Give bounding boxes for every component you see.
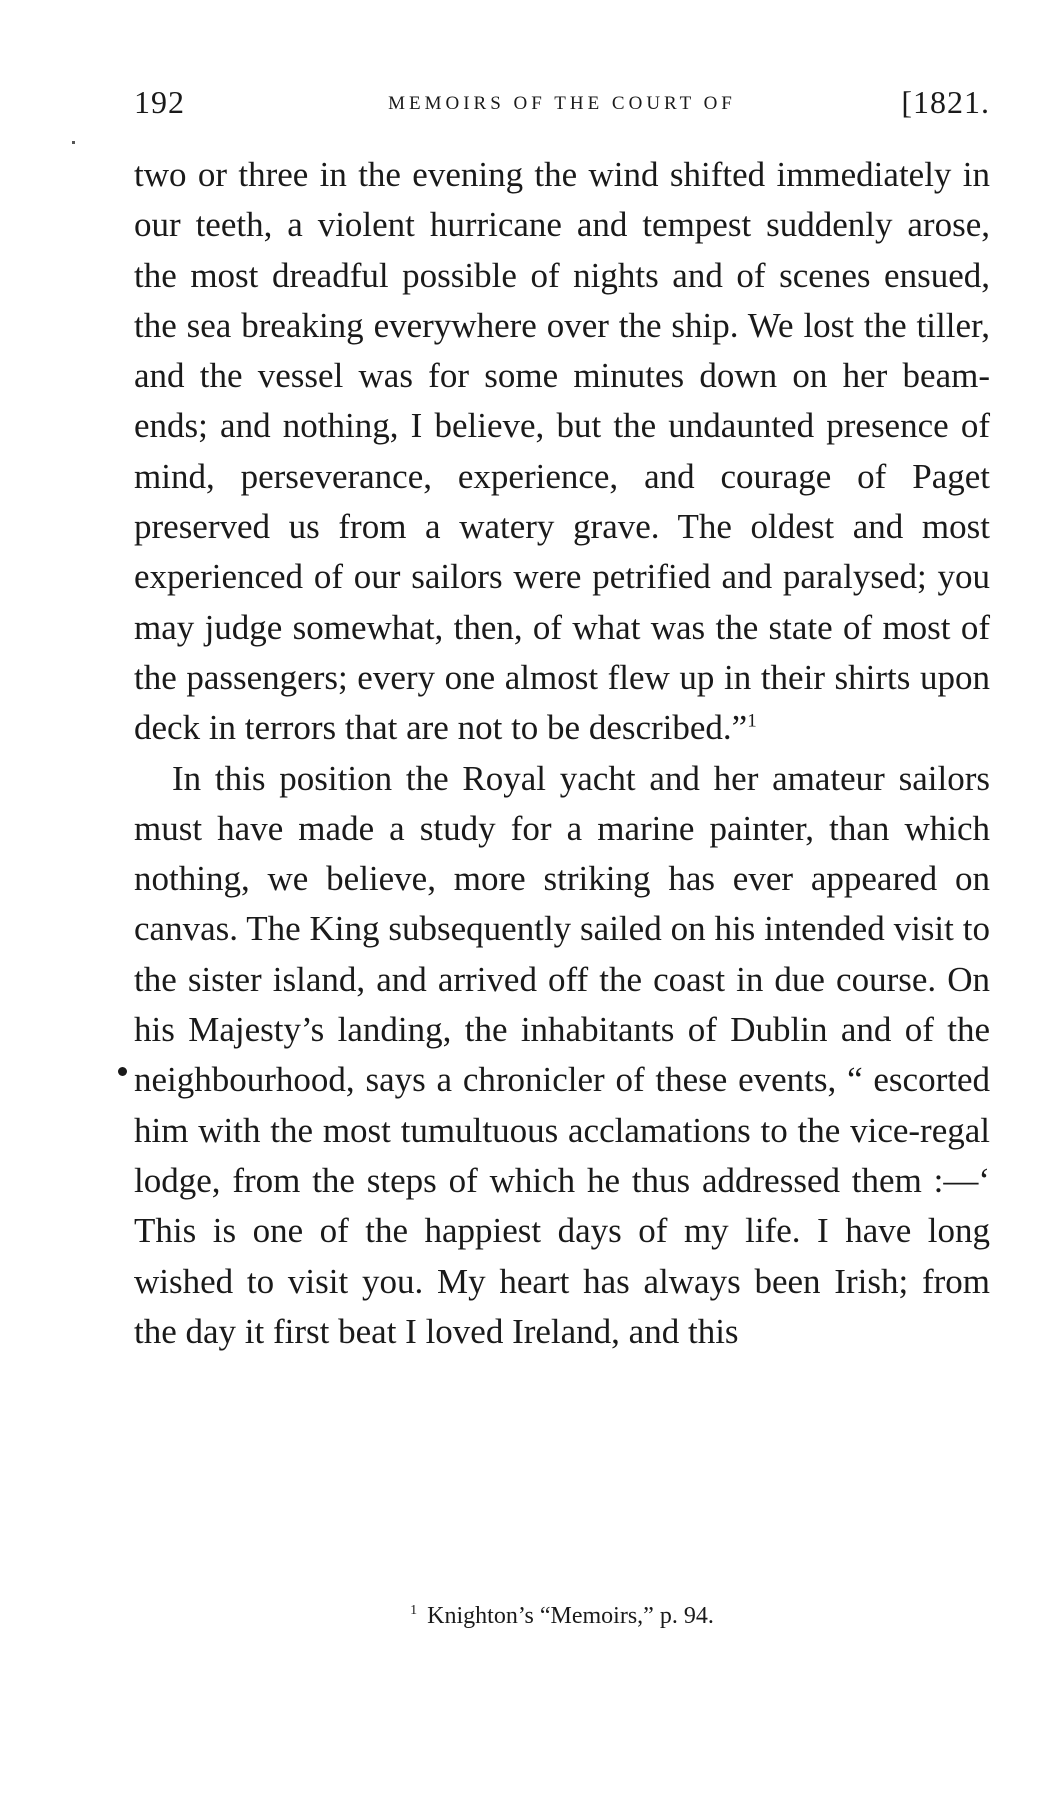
margin-mark — [118, 1067, 127, 1076]
running-head — [134, 84, 990, 124]
running-year: [1821. — [901, 84, 990, 120]
paragraph-1-text: two or three in the evening the wind shifted immediately in our teeth, a violent hurricane and tempest suddenly arose, the most dreadful possible of nights and of scenes ensued, the sea breaking everywhere over the ship. We lost the tiller, and the vessel was for some minutes down on her beam-ends; and nothing, I believe, but the undaunted presence of mind, perseverance, experience, and courage of Paget preserved us from a watery grave. The oldest and most experienced of our sailors were petrified and paralysed; you may judge somewhat, then, of what was the state of most of the passengers; every one almost flew up in their shirts upon deck in terrors that are not to be described.” — [134, 155, 990, 748]
footnote-marker: 1 — [410, 1603, 418, 1618]
paragraph-1 — [134, 150, 990, 754]
scan-speck — [72, 141, 75, 144]
page-number: 192 — [134, 84, 185, 120]
paragraph-2 — [134, 754, 990, 1358]
paragraph-2-text: In this position the Royal yacht and her amateur sailors must have made a study for a marine painter, than which nothing, we believe, more striking has ever appeared on canvas. The King subsequently sailed on his intended visit to the sister island, and arrived off the coast in due course. On his Majesty’s landing, the inhabitants of Dublin and of the neighbourhood, says a chronicler of these events, “ escorted him with the most tumultuous acclamations to the vice-regal lodge, from the steps of which he thus addressed them :—‘ This is one of the happiest days of my life. I have long wished to visit you. My heart has always been Irish; from the day it first beat I loved Ireland, and this — [134, 758, 990, 1351]
body-text — [134, 150, 990, 1357]
footnote — [134, 1603, 990, 1630]
footnote-text: Knighton’s “Memoirs,” p. 94. — [427, 1603, 714, 1629]
running-title: MEMOIRS OF THE COURT OF — [388, 93, 736, 114]
footnote-reference: 1 — [747, 710, 757, 732]
